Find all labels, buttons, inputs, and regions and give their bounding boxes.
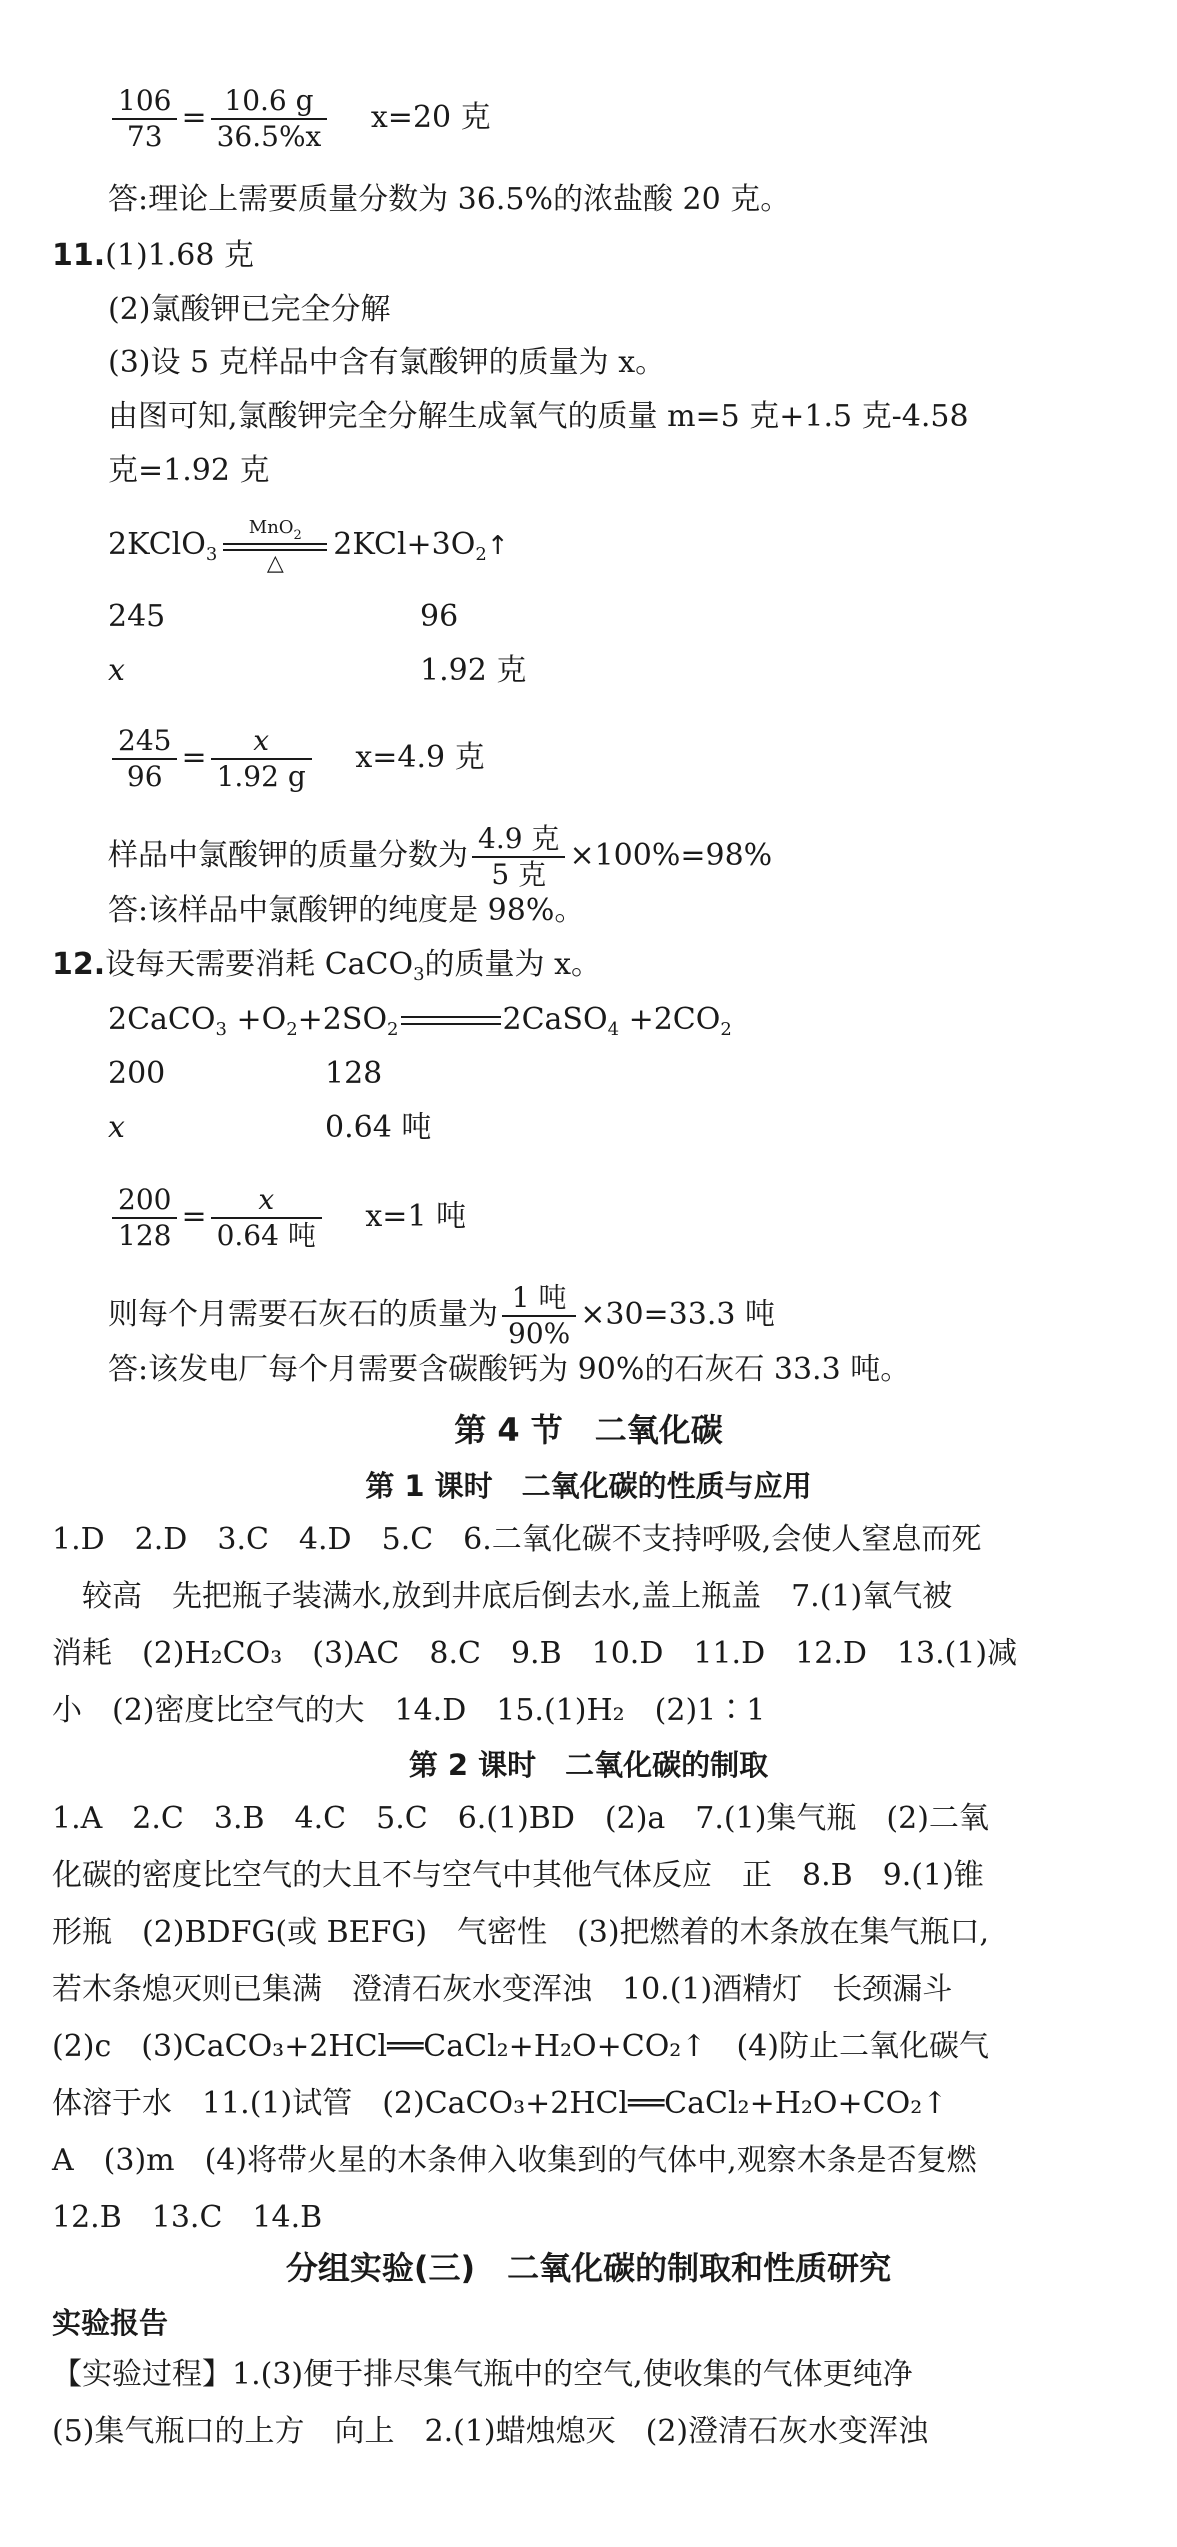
lesson1-line: 较高 先把瓶子装满水,放到井底后倒去水,盖上瓶盖 7.(1)氧气被 bbox=[52, 1579, 953, 1614]
prev-answer: 答:理论上需要质量分数为 36.5%的浓盐酸 20 克。 bbox=[108, 182, 791, 217]
q12-answer: 答:该发电厂每个月需要含碳酸钙为 90%的石灰石 33.3 吨。 bbox=[108, 1352, 911, 1387]
lesson2-line: 若木条熄灭则已集满 澄清石灰水变浑浊 10.(1)酒精灯 长颈漏斗 bbox=[52, 1972, 953, 2007]
fraction: $\frac{106}{73}$ bbox=[112, 84, 177, 154]
q11-mass-fraction: 样品中氯酸钾的质量分数为 $\frac{\text{4.9 克}}{\text{5 克}}$ ×100%=98% bbox=[108, 822, 773, 891]
q11-answer: 答:该样品中氯酸钾的纯度是 98%。 bbox=[108, 893, 585, 928]
lesson2-line: 12.B 13.C 14.B bbox=[52, 2200, 323, 2235]
q11-ratio-row1-c2: 96 bbox=[420, 599, 459, 634]
q12-ratio-row2-c2: 0.64 吨 bbox=[325, 1110, 432, 1145]
lesson2-line: 化碳的密度比空气的大且不与空气中其他气体反应 正 8.B 9.(1)锥 bbox=[52, 1858, 984, 1893]
q11-ratio-row2: x bbox=[108, 653, 125, 688]
q11-proportion: $\frac{245}{96}$ = $\frac{x}{1.92 g}$ x=4.9 克 bbox=[108, 724, 485, 794]
q12-ratio-row1: 200 bbox=[108, 1056, 166, 1091]
q11-part2: (2)氯酸钾已完全分解 bbox=[108, 292, 391, 327]
prev-proportion: $\frac{106}{73}$ = $\frac{10.6 g}{36.5\%x}$ x=20 克 bbox=[108, 84, 491, 154]
lesson1-line: 消耗 (2)H₂CO₃ (3)AC 8.C 9.B 10.D 11.D 12.D 13.(1)减 bbox=[52, 1636, 1018, 1671]
reaction-condition: MnO$_2$ △ bbox=[219, 516, 331, 576]
lesson1-line: 1.D 2.D 3.C 4.D 5.C 6.二氧化碳不支持呼吸,会使人窒息而死 bbox=[52, 1522, 982, 1557]
q11-equation: 2KClO$_3$ MnO$_2$ △ $2KCl+3O_2↑$ bbox=[108, 517, 509, 576]
equals-sign bbox=[401, 1016, 501, 1026]
q12-ratio-row1-c2: 128 bbox=[325, 1056, 383, 1091]
report-heading: 实验报告 bbox=[52, 2306, 169, 2340]
gas-arrow-icon: ↑ bbox=[486, 531, 509, 561]
fraction: $\frac{\text{4.9 克}}{\text{5 克}}$ bbox=[472, 822, 565, 892]
lesson2-line: 1.A 2.C 3.B 4.C 5.C 6.(1)BD (2)a 7.(1)集气瓶 (2)二氧 bbox=[52, 1801, 989, 1836]
section-title: 第 4 节 二氧化碳 bbox=[454, 1411, 723, 1449]
fraction: $\frac{x}{\text{0.64 吨}}$ bbox=[211, 1183, 322, 1253]
q12-monthly-mass: 则每个月需要石灰石的质量为 $\frac{\text{1 吨}}{90\%}$ ×30=33.3 吨 bbox=[108, 1281, 776, 1350]
q11-ratio-row1: 245 bbox=[108, 599, 166, 634]
q11-part3: (3)设 5 克样品中含有氯酸钾的质量为 x。 bbox=[108, 345, 666, 380]
lesson1-line: 小 (2)密度比空气的大 14.D 15.(1)H₂ (2)1∶1 bbox=[52, 1693, 766, 1728]
fraction: $\frac{200}{128}$ bbox=[112, 1183, 177, 1253]
q11-oxygen-result: 克=1.92 克 bbox=[108, 453, 270, 488]
q11-oxygen-line: 由图可知,氯酸钾完全分解生成氧气的质量 m=5 克+1.5 克-4.58 bbox=[108, 399, 969, 434]
q12-setup: 12.设每天需要消耗 CaCO$_3$的质量为 x。 bbox=[52, 947, 602, 985]
group-experiment-title: 分组实验(三) 二氧化碳的制取和性质研究 bbox=[285, 2249, 892, 2287]
fraction: $\frac{10.6 g}{36.5\%x}$ bbox=[211, 84, 328, 154]
fraction: $\frac{x}{1.92 g}$ bbox=[211, 724, 312, 794]
fraction: $\frac{\text{1 吨}}{90\%}$ bbox=[502, 1281, 576, 1351]
report-line: (5)集气瓶口的上方 向上 2.(1)蜡烛熄灭 (2)澄清石灰水变浑浊 bbox=[52, 2414, 929, 2449]
lesson2-line: 体溶于水 11.(1)试管 (2)CaCO₃+2HCl══CaCl₂+H₂O+CO₂↑ bbox=[52, 2086, 948, 2121]
q12-equation: 2CaCO$_3$ $+O_2+2SO_2$ 2CaSO$_4$ $+2CO_2$ bbox=[108, 1002, 732, 1040]
fraction: $\frac{245}{96}$ bbox=[112, 724, 177, 794]
q11-ratio-row2-c2: 1.92 克 bbox=[420, 653, 527, 688]
lesson2-line: 形瓶 (2)BDFG(或 BEFG) 气密性 (3)把燃着的木条放在集气瓶口, bbox=[52, 1915, 990, 1950]
lesson2-title: 第 2 课时 二氧化碳的制取 bbox=[408, 1748, 769, 1782]
q12-ratio-row2: x bbox=[108, 1110, 125, 1145]
q12-proportion: $\frac{200}{128}$ = $\frac{x}{\text{0.64 吨}}$ x=1 吨 bbox=[108, 1183, 466, 1253]
lesson2-line: A (3)m (4)将带火星的木条伸入收集到的气体中,观察木条是否复燃 bbox=[52, 2143, 977, 2178]
q11-part1: 11.(1)1.68 克 bbox=[52, 238, 254, 273]
report-line: 【实验过程】1.(3)便于排尽集气瓶中的空气,使收集的气体更纯净 bbox=[52, 2357, 913, 2392]
lesson1-title: 第 1 课时 二氧化碳的性质与应用 bbox=[365, 1469, 812, 1503]
lesson2-line: (2)c (3)CaCO₃+2HCl══CaCl₂+H₂O+CO₂↑ (4)防止二氧化碳气 bbox=[52, 2029, 989, 2064]
